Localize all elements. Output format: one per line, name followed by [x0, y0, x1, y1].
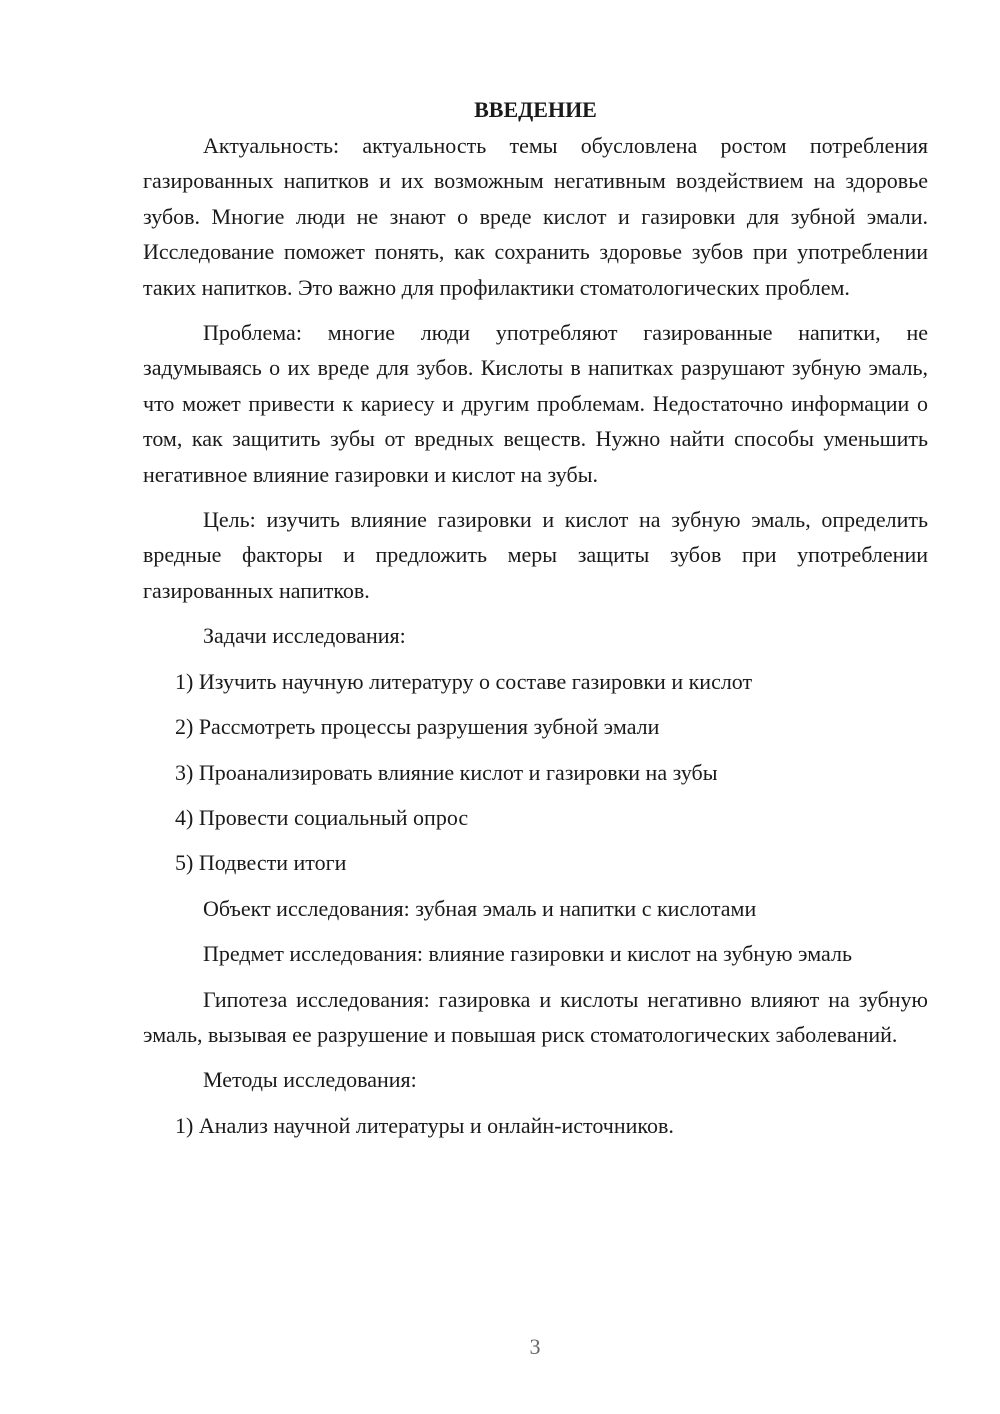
relevance-paragraph: Актуальность: актуальность темы обусловлена ростом потребления газированных напитков и их возможным негативным воздействием на здоровье зубов. Многие люди не знают о вреде кислот и газировки для зубной эмали. Исследование поможет понять, как сохранить здоровье зубов при употреблении таких напитков. Это важно для профилактики стоматологических проблем.: [143, 133, 928, 300]
document-page: [143, 92, 928, 1143]
problem-paragraph: Проблема: многие люди употребляют газированные напитки, не задумываясь о их вреде для зубов. Кислоты в напитках разрушают зубную эмаль, что может привести к кариесу и другим проблемам. Недостаточно информации о том, как защитить зубы от вредных веществ. Нужно найти способы уменьшить негативное влияние газировки и кислот на зубы.: [143, 320, 928, 487]
list-item: 2) Рассмотреть процессы разрушения зубной эмали: [175, 714, 660, 740]
tasks-heading: Задачи исследования:: [203, 623, 406, 649]
methods-list: [143, 1108, 928, 1143]
goal-paragraph: Цель: изучить влияние газировки и кислот на зубную эмаль, определить вредные факторы и предложить меры защиты зубов при употреблении газированных напитков.: [143, 507, 928, 603]
list-item: 5) Подвести итоги: [175, 850, 347, 876]
hypothesis-paragraph: Гипотеза исследования: газировка и кислоты негативно влияют на зубную эмаль, вызывая ее разрушение и повышая риск стоматологических заболеваний.: [143, 986, 928, 1047]
page-title: ВВЕДЕНИЕ: [474, 97, 597, 122]
list-item: 4) Провести социальный опрос: [175, 804, 469, 830]
object-paragraph: Объект исследования: зубная эмаль и напитки с кислотами: [203, 895, 757, 921]
list-item: 1) Изучить научную литературу о составе газировки и кислот: [175, 668, 753, 694]
list-item: 1) Анализ научной литературы и онлайн-источников.: [175, 1112, 674, 1138]
page-number: 3: [529, 1334, 541, 1359]
subject-paragraph: Предмет исследования: влияние газировки и кислот на зубную эмаль: [203, 941, 852, 967]
list-item: 3) Проанализировать влияние кислот и газировки на зубы: [175, 759, 718, 785]
methods-heading: Методы исследования:: [203, 1067, 417, 1093]
tasks-list: [143, 664, 928, 881]
